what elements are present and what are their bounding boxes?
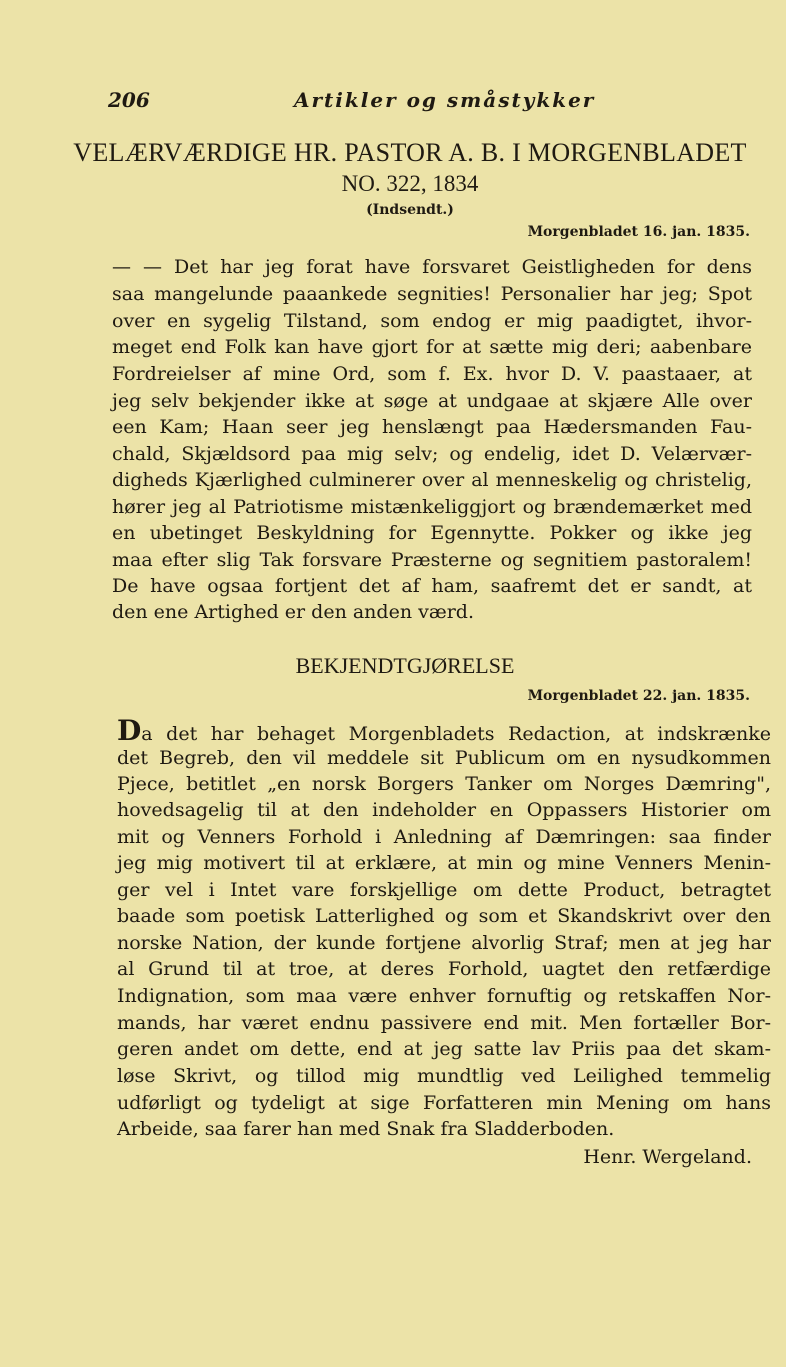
article1-note: (Indsendt.) bbox=[366, 202, 454, 218]
article2-line: geren andet om dette, end at jeg satte lav Priis paa det skam- bbox=[117, 1038, 771, 1060]
article1-line: saa mangelunde paaankede segnities! Personalier har jeg; Spot bbox=[112, 283, 752, 305]
article2-line: ger vel i Intet vare forskjellige om dette Product, betragtet bbox=[117, 879, 771, 901]
article1-line: jeg selv bekjender ikke at søge at undgaae at skjære Alle over bbox=[112, 390, 752, 412]
article1-line: hører jeg al Patriotisme mistænkeliggjort og brændemærket med bbox=[112, 496, 752, 518]
article1-title-line2: NO. 322, 1834 bbox=[341, 171, 479, 196]
article1-source: Morgenbladet 16. jan. 1835. bbox=[527, 224, 750, 240]
article1-line: Fordreielser af mine Ord, som f. Ex. hvor D. V. paastaaer, at bbox=[112, 363, 752, 385]
article1-line: den ene Artighed er den anden værd. bbox=[112, 601, 474, 623]
article2-line: hovedsagelig til at den indeholder en Oppassers Historier om bbox=[117, 799, 771, 821]
article1-line: meget end Folk kan have gjort for at sætte mig deri; aabenbare bbox=[112, 336, 752, 358]
article1-line: De have ogsaa fortjent det af ham, saafremt det er sandt, at bbox=[112, 575, 752, 597]
article2-line: baade som poetisk Latterlighed og som et Skandskrivt over den bbox=[117, 905, 771, 927]
article2-line: mit og Venners Forhold i Anledning af Dæmringen: saa finder bbox=[117, 826, 771, 848]
article2-line: mands, har været endnu passivere end mit. Men fortæller Bor- bbox=[117, 1012, 771, 1034]
article2-line: jeg mig motivert til at erklære, at min og mine Venners Menin- bbox=[117, 852, 771, 874]
article2-source: Morgenbladet 22. jan. 1835. bbox=[527, 688, 750, 704]
article1-line: over en sygelig Tilstand, som endog er mig paadigtet, ihvor- bbox=[112, 310, 752, 332]
article1-line: chald, Skjældsord paa mig selv; og endelig, idet D. Velærvær- bbox=[112, 443, 752, 465]
article2-line: Indignation, som maa være enhver fornuftig og retskaffen Nor- bbox=[117, 985, 771, 1007]
article2-line: Pjece, betitlet „en norsk Borgers Tanker om Norges Dæmring", bbox=[117, 773, 771, 795]
article1-line: digheds Kjærlighed culminerer over al menneskelig og christelig, bbox=[112, 469, 752, 491]
article2-line: løse Skrivt, og tillod mig mundtlig ved Leilighed temmelig bbox=[117, 1065, 771, 1087]
article2-line: udførligt og tydeligt at sige Forfatteren min Mening om hans bbox=[117, 1092, 771, 1114]
running-title: Artikler og småstykker bbox=[294, 88, 596, 112]
article2-title: BEKJENDTGJØRELSE bbox=[295, 653, 515, 678]
article1-line: en ubetinget Beskyldning for Egennytte. Pokker og ikke jeg bbox=[112, 522, 752, 544]
article2-line: al Grund til at troe, at deres Forhold, uagtet den retfærdige bbox=[117, 958, 771, 980]
article1-line: een Kam; Haan seer jeg henslængt paa Hædersmanden Fau- bbox=[112, 416, 752, 438]
article2-first-line-text: a det har behaget Morgenbladets Redaction, at indskrænke bbox=[141, 723, 771, 745]
article1-title: VELÆRVÆRDIGE HR. PASTOR A. B. I MORGENBLADET bbox=[73, 138, 747, 167]
article1-line: — — Det har jeg forat have forsvaret Geistligheden for dens bbox=[112, 256, 752, 278]
article2-line: Arbeide, saa farer han med Snak fra Sladderboden. bbox=[117, 1118, 615, 1140]
page-number: 206 bbox=[108, 88, 150, 112]
running-head bbox=[108, 88, 748, 118]
article2-line: det Begreb, den vil meddele sit Publicum om en nysudkommen bbox=[117, 747, 771, 769]
dropcap: D bbox=[117, 714, 142, 747]
article2-first-line bbox=[117, 714, 771, 747]
signature: Henr. Wergeland. bbox=[583, 1146, 752, 1168]
article2-line: norske Nation, der kunde fortjene alvorlig Straf; men at jeg har bbox=[117, 932, 771, 954]
article1-line: maa efter slig Tak forsvare Præsterne og segnitiem pastoralem! bbox=[112, 549, 752, 571]
